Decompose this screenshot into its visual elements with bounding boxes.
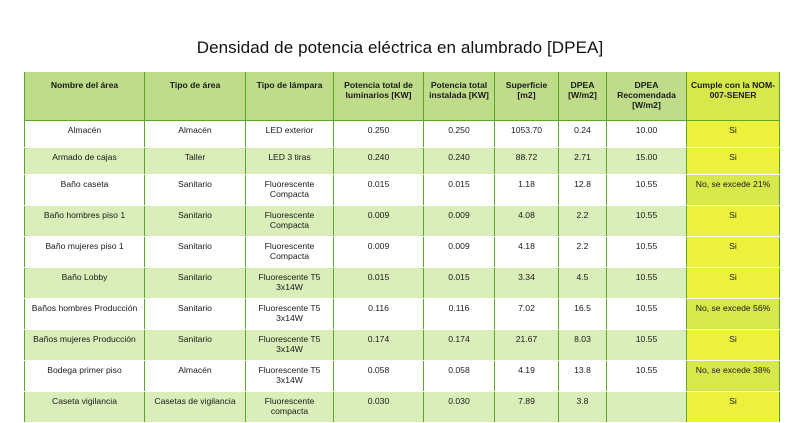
cell-potencia-luminarios: 0.174 — [334, 330, 424, 361]
table-row — [25, 148, 780, 175]
cell-tipo-lampara: Fluorescente Compacta — [246, 237, 334, 268]
cell-dpea-recomendada: 10.55 — [607, 175, 687, 206]
cell-potencia-instalada: 0.009 — [424, 237, 495, 268]
cell-dpea: 2.2 — [559, 206, 607, 237]
cell-potencia-instalada: 0.174 — [424, 330, 495, 361]
cell-potencia-instalada: 0.015 — [424, 268, 495, 299]
cell-potencia-instalada: 0.240 — [424, 148, 495, 175]
cell-dpea: 2.71 — [559, 148, 607, 175]
cell-potencia-luminarios: 0.058 — [334, 361, 424, 392]
cell-cumple-nom: No, se excede 21% — [687, 175, 780, 206]
cell-dpea-recomendada: 10.55 — [607, 361, 687, 392]
cell-tipo-area: Sanitario — [145, 175, 246, 206]
cell-potencia-luminarios: 0.015 — [334, 175, 424, 206]
cell-tipo-area: Sanitario — [145, 206, 246, 237]
cell-potencia-luminarios: 0.240 — [334, 148, 424, 175]
cell-dpea-recomendada: 10.00 — [607, 121, 687, 148]
cell-nombre-area: Almacén — [25, 121, 145, 148]
cell-cumple-nom: Si — [687, 237, 780, 268]
cell-tipo-lampara: LED exterior — [246, 121, 334, 148]
header-potencia-luminarios: Potencia total de luminarios [KW] — [334, 72, 424, 121]
cell-nombre-area: Bodega primer piso — [25, 361, 145, 392]
cell-tipo-lampara: Fluorescente T5 3x14W — [246, 361, 334, 392]
header-tipo-area: Tipo de área — [145, 72, 246, 121]
header-dpea-recomendada: DPEA Recomendada [W/m2] — [607, 72, 687, 121]
cell-superficie: 1053.70 — [495, 121, 559, 148]
table-row — [25, 330, 780, 361]
cell-tipo-area: Almacén — [145, 121, 246, 148]
cell-superficie: 7.89 — [495, 392, 559, 423]
cell-tipo-area: Taller — [145, 148, 246, 175]
table-row — [25, 361, 780, 392]
cell-dpea: 13.8 — [559, 361, 607, 392]
cell-potencia-luminarios: 0.030 — [334, 392, 424, 423]
cell-cumple-nom: Si — [687, 148, 780, 175]
cell-tipo-area: Sanitario — [145, 237, 246, 268]
header-row — [25, 72, 780, 121]
table-row — [25, 268, 780, 299]
cell-superficie: 21.67 — [495, 330, 559, 361]
cell-tipo-lampara: LED 3 tiras — [246, 148, 334, 175]
cell-potencia-instalada: 0.009 — [424, 206, 495, 237]
cell-tipo-lampara: Fluorescente T5 3x14W — [246, 330, 334, 361]
cell-superficie: 4.19 — [495, 361, 559, 392]
cell-potencia-instalada: 0.116 — [424, 299, 495, 330]
cell-nombre-area: Baño mujeres piso 1 — [25, 237, 145, 268]
dpea-table — [24, 72, 780, 423]
cell-dpea-recomendada: 15.00 — [607, 148, 687, 175]
cell-nombre-area: Baños mujeres Producción — [25, 330, 145, 361]
cell-cumple-nom: Si — [687, 392, 780, 423]
cell-cumple-nom: Si — [687, 268, 780, 299]
cell-superficie: 7.02 — [495, 299, 559, 330]
cell-dpea-recomendada: 10.55 — [607, 268, 687, 299]
cell-cumple-nom: No, se excede 56% — [687, 299, 780, 330]
cell-tipo-area: Almacén — [145, 361, 246, 392]
cell-potencia-instalada: 0.058 — [424, 361, 495, 392]
cell-tipo-lampara: Fluorescente T5 3x14W — [246, 299, 334, 330]
cell-tipo-lampara: Fluorescente Compacta — [246, 206, 334, 237]
cell-dpea-recomendada: 10.55 — [607, 206, 687, 237]
cell-dpea-recomendada: 10.55 — [607, 330, 687, 361]
cell-nombre-area: Baños hombres Producción — [25, 299, 145, 330]
cell-superficie: 4.18 — [495, 237, 559, 268]
cell-dpea: 2.2 — [559, 237, 607, 268]
cell-dpea: 16.5 — [559, 299, 607, 330]
cell-dpea-recomendada: 10.55 — [607, 299, 687, 330]
header-tipo-lampara: Tipo de lámpara — [246, 72, 334, 121]
table-row — [25, 392, 780, 423]
cell-dpea-recomendada: 10.55 — [607, 237, 687, 268]
cell-potencia-luminarios: 0.250 — [334, 121, 424, 148]
table-row — [25, 175, 780, 206]
table-row — [25, 206, 780, 237]
table-title: Densidad de potencia eléctrica en alumbrado [DPEA] — [196, 38, 604, 57]
header-potencia-instalada: Potencia total instalada [KW] — [424, 72, 495, 121]
cell-potencia-luminarios: 0.009 — [334, 206, 424, 237]
cell-potencia-luminarios: 0.116 — [334, 299, 424, 330]
cell-dpea-recomendada — [607, 392, 687, 423]
cell-tipo-area: Sanitario — [145, 268, 246, 299]
table-row — [25, 299, 780, 330]
cell-dpea: 4.5 — [559, 268, 607, 299]
cell-tipo-lampara: Fluorescente compacta — [246, 392, 334, 423]
cell-potencia-luminarios: 0.015 — [334, 268, 424, 299]
cell-nombre-area: Baño hombres piso 1 — [25, 206, 145, 237]
table-row — [25, 237, 780, 268]
cell-potencia-luminarios: 0.009 — [334, 237, 424, 268]
table-row — [25, 121, 780, 148]
cell-superficie: 1.18 — [495, 175, 559, 206]
cell-cumple-nom: No, se excede 38% — [687, 361, 780, 392]
cell-tipo-lampara: Fluorescente T5 3x14W — [246, 268, 334, 299]
cell-tipo-area: Casetas de vigilancia — [145, 392, 246, 423]
header-dpea: DPEA [W/m2] — [559, 72, 607, 121]
cell-dpea: 0.24 — [559, 121, 607, 148]
cell-nombre-area: Caseta vigilancia — [25, 392, 145, 423]
cell-potencia-instalada: 0.030 — [424, 392, 495, 423]
header-cumple-nom: Cumple con la NOM-007-SENER — [687, 72, 780, 121]
cell-nombre-area: Armado de cajas — [25, 148, 145, 175]
cell-cumple-nom: Si — [687, 330, 780, 361]
cell-nombre-area: Baño caseta — [25, 175, 145, 206]
cell-cumple-nom: Si — [687, 206, 780, 237]
cell-potencia-instalada: 0.015 — [424, 175, 495, 206]
cell-tipo-area: Sanitario — [145, 330, 246, 361]
cell-nombre-area: Baño Lobby — [25, 268, 145, 299]
cell-dpea: 12.8 — [559, 175, 607, 206]
cell-tipo-area: Sanitario — [145, 299, 246, 330]
cell-dpea: 3.8 — [559, 392, 607, 423]
header-nombre-area: Nombre del área — [25, 72, 145, 121]
cell-cumple-nom: Si — [687, 121, 780, 148]
cell-dpea: 8.03 — [559, 330, 607, 361]
cell-tipo-lampara: Fluorescente Compacta — [246, 175, 334, 206]
cell-superficie: 88.72 — [495, 148, 559, 175]
cell-superficie: 4.08 — [495, 206, 559, 237]
cell-superficie: 3.34 — [495, 268, 559, 299]
cell-potencia-instalada: 0.250 — [424, 121, 495, 148]
header-superficie: Superficie [m2] — [495, 72, 559, 121]
